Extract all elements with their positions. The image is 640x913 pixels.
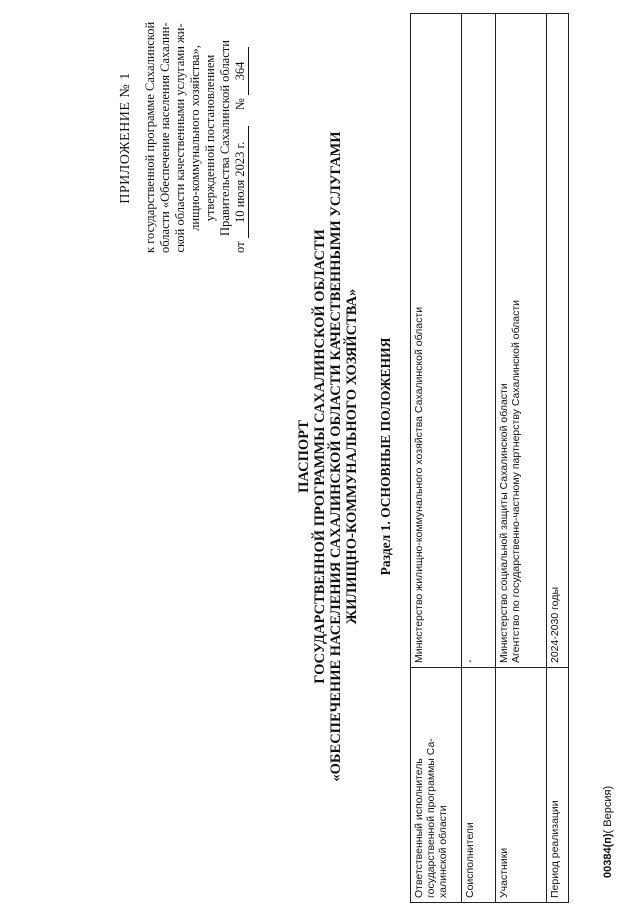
row-value [547, 14, 569, 668]
appendix-line: Правительства Сахалинской области [218, 40, 232, 236]
value-text: Министерство жилищно-коммунального хозяйства Сахалинской области [413, 306, 425, 663]
table-row [411, 14, 462, 903]
row-value [462, 14, 496, 668]
appendix-line: утвержденной постановлением [203, 54, 217, 222]
passport-table [410, 13, 569, 903]
appendix-line: лищно-коммунального хозяйства», [188, 45, 202, 231]
row-label [411, 668, 462, 903]
appendix-line: к государственной программе Сахалинской [143, 21, 157, 253]
appendix-line: области «Обеспечение населения Сахалин- [158, 22, 172, 253]
row-label [496, 668, 547, 903]
program-title-line: «ОБЕСПЕЧЕНИЕ НАСЕЛЕНИЯ САХАЛИНСКОЙ ОБЛАСТИ КАЧЕСТВЕННЫМИ УСЛУГАМИ [328, 131, 344, 782]
table-row [547, 14, 569, 903]
order-date-number [233, 23, 249, 253]
label-text: Период реализации [549, 800, 561, 898]
table-row [462, 14, 496, 903]
label-text: Соисполнители [464, 822, 476, 898]
program-title-line: ГОСУДАРСТВЕННОЙ ПРОГРАММЫ САХАЛИНСКОЙ ОБЛАСТИ [312, 229, 328, 684]
order-number: 364 [233, 47, 249, 95]
document-version: ( Версия) [602, 785, 614, 834]
appendix-block [118, 23, 249, 253]
document-code: 00384(п) [602, 833, 614, 878]
value-text: Агентство по государственно-частному партнерству Сахалинской области [510, 299, 522, 663]
row-label [462, 668, 496, 903]
value-text: Министерство социальной защиты Сахалинской области [498, 383, 510, 663]
row-label [547, 668, 569, 903]
value-text: - [464, 659, 476, 663]
number-sign: № [233, 98, 247, 111]
appendix-line: ской области качественными услугами жи- [173, 23, 187, 253]
row-value [496, 14, 547, 668]
label-text: государственной программы Са- [425, 738, 437, 898]
order-date: 10 июля 2023 г. [233, 126, 249, 238]
appendix-title: ПРИЛОЖЕНИЕ № 1 [118, 72, 133, 204]
program-title-line: ЖИЛИЩНО-КОММУНАЛЬНОГО ХОЗЯЙСТВА» [344, 288, 360, 625]
label-text: Участники [498, 847, 510, 898]
table-row [496, 14, 547, 903]
document-footer [602, 786, 614, 878]
date-prefix: от [233, 241, 247, 253]
label-text: Ответственный исполнитель [413, 758, 425, 898]
value-text: 2024-2030 годы [549, 586, 561, 663]
row-value [411, 14, 462, 668]
label-text: халинской области [437, 805, 449, 898]
section-title: Раздел 1. ОСНОВНЫЕ ПОЛОЖЕНИЯ [378, 337, 393, 576]
passport-title: ПАСПОРТ [296, 420, 312, 493]
